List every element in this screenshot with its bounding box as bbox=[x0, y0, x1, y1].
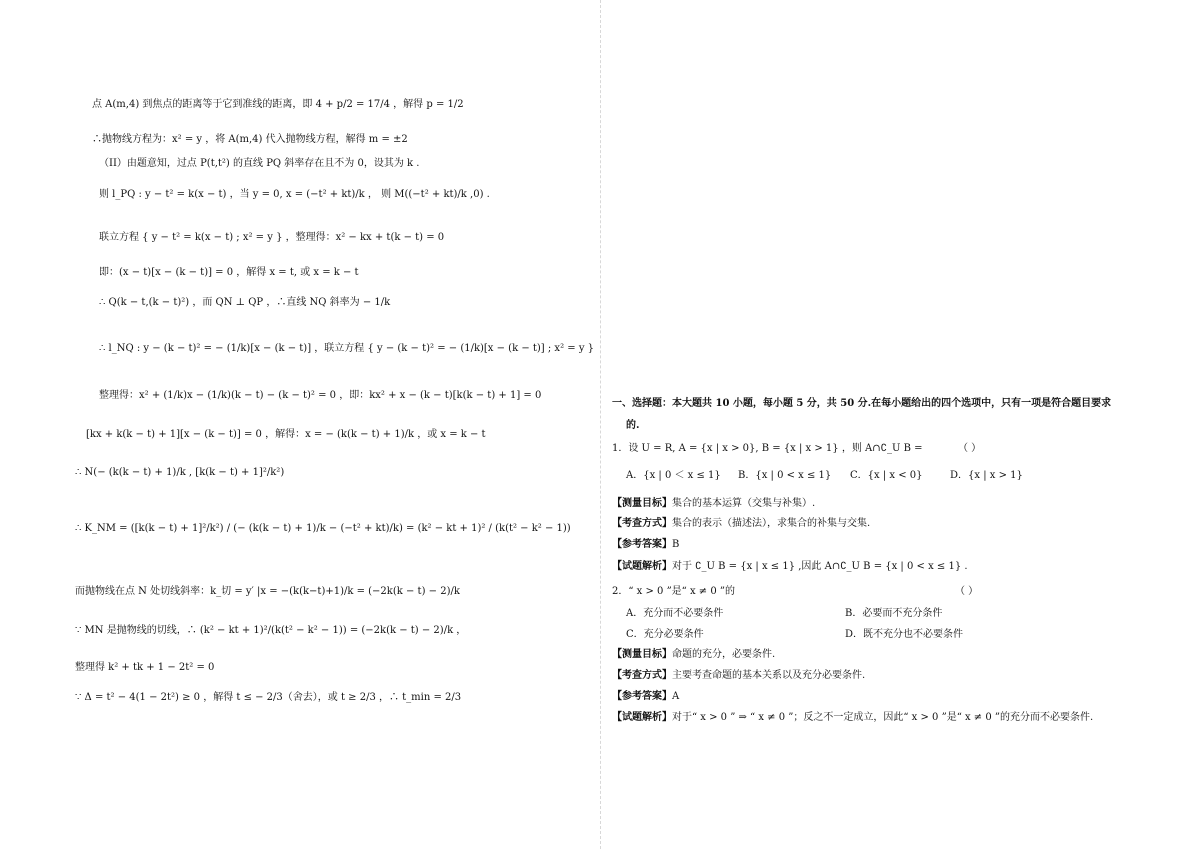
section-header-cont: 的. bbox=[626, 420, 640, 431]
q1-target-tag: 【测量目标】 bbox=[612, 498, 672, 509]
q1-method-tag: 【考查方式】 bbox=[612, 518, 672, 529]
q1-answer-row bbox=[612, 538, 679, 552]
q2-option-a: A．充分而不必要条件 bbox=[626, 608, 724, 619]
q1-target: 集合的基本运算（交集与补集）. bbox=[672, 498, 816, 509]
q2-analysis-row bbox=[612, 711, 1093, 725]
q1-method-row bbox=[612, 517, 870, 531]
q1-answer-tag: 【参考答案】 bbox=[612, 539, 672, 550]
q2-option-b: B．必要而不充分条件 bbox=[845, 608, 943, 619]
section-header: 一、选择题：本大题共 10 小题，每小题 5 分，共 50 分.在每小题给出的四个选项中，只有一项是符合题目要求 bbox=[612, 398, 1112, 409]
solution-line-3: （II）由题意知，过点 P(t,t²) 的直线 PQ 斜率存在且不为 0，设其为 k . bbox=[99, 158, 420, 169]
q1-method: 集合的表示（描述法），求集合的补集与交集. bbox=[672, 518, 871, 529]
solution-line-13: 而抛物线在点 N 处切线斜率：k_切 = y′ |x = −(k(k−t)+1)/k = (−2k(k − t) − 2)/k bbox=[75, 586, 460, 597]
solution-line-16: ∵ Δ = t² − 4(1 − 2t²) ≥ 0 ，解得 t ≤ − 2/3（舍去），或 t ≥ 2/3 ，∴ t_min = 2/3 bbox=[75, 692, 462, 703]
solution-line-15: 整理得 k² + tk + 1 − 2t² = 0 bbox=[75, 662, 215, 673]
q1-analysis-tag: 【试题解析】 bbox=[612, 561, 672, 572]
solution-line-4: 则 l_PQ : y − t² = k(x − t) ，当 y = 0, x = (−t² + kt)/k ， 则 M((−t² + kt)/k ,0) . bbox=[99, 189, 490, 200]
q1-option-b: B．{x | 0 < x ≤ 1} bbox=[738, 470, 832, 481]
q2-analysis: 对于“ x > 0 ” ⇒ “ x ≠ 0 ”；反之不一定成立，因此“ x > 0 ”是“ x ≠ 0 ”的充分而不必要条件. bbox=[672, 712, 1094, 723]
q2-target: 命题的充分，必要条件. bbox=[672, 649, 776, 660]
q2-target-row bbox=[612, 648, 775, 662]
q2-answer: A bbox=[672, 691, 680, 702]
solution-line-6: 即：(x − t)[x − (k − t)] = 0 ，解得 x = t, 或 x = k − t bbox=[99, 267, 359, 278]
solution-line-9: 整理得：x² + (1/k)x − (1/k)(k − t) − (k − t)² = 0 ，即：kx² + x − (k − t)[k(k − t) + 1] = 0 bbox=[99, 390, 542, 401]
page-fold-divider bbox=[600, 0, 601, 849]
solution-line-1: 点 A(m,4) 到焦点的距离等于它到准线的距离，即 4 + p/2 = 17/4 ，解得 p = 1/2 bbox=[92, 99, 464, 110]
q2-target-tag: 【测量目标】 bbox=[612, 649, 672, 660]
q1-answer: B bbox=[672, 539, 680, 550]
q2-answer-paren: （ ） bbox=[955, 586, 979, 597]
q2-method: 主要考查命题的基本关系以及充分必要条件. bbox=[672, 670, 866, 681]
solution-line-2: ∴抛物线方程为：x² = y ，将 A(m,4) 代入抛物线方程，解得 m = ±2 bbox=[92, 134, 408, 145]
solution-line-5: 联立方程 { y − t² = k(x − t) ; x² = y } ，整理得：x² − kx + t(k − t) = 0 bbox=[99, 232, 445, 243]
q1-answer-paren: （ ） bbox=[958, 443, 982, 454]
q1-stem: 1．设 U = R, A = {x | x > 0}, B = {x | x > 1} ，则 A∩∁_U B = bbox=[612, 443, 923, 454]
q1-option-a: A．{x | 0 ＜ x ≤ 1} bbox=[626, 470, 721, 481]
solution-line-10: [kx + k(k − t) + 1][x − (k − t)] = 0 ，解得：x = − (k(k − t) + 1)/k ，或 x = k − t bbox=[86, 429, 486, 440]
q2-method-tag: 【考查方式】 bbox=[612, 670, 672, 681]
solution-line-8: ∴ l_NQ : y − (k − t)² = − (1/k)[x − (k − t)] ，联立方程 { y − (k − t)² = − (1/k)[x − (k − t)] ; x² = y } bbox=[99, 343, 595, 354]
q2-method-row bbox=[612, 669, 865, 683]
q2-answer-tag: 【参考答案】 bbox=[612, 691, 672, 702]
solution-line-11: ∴ N(− (k(k − t) + 1)/k , [k(k − t) + 1]²/k²) bbox=[75, 467, 285, 478]
q2-stem: 2．“ x > 0 ”是“ x ≠ 0 ”的 bbox=[612, 586, 736, 597]
q2-option-d: D．既不充分也不必要条件 bbox=[845, 629, 964, 640]
q1-option-d: D．{x | x > 1} bbox=[950, 470, 1023, 481]
q2-analysis-tag: 【试题解析】 bbox=[612, 712, 672, 723]
q1-analysis: 对于 ∁_U B = {x | x ≤ 1} ,因此 A∩∁_U B = {x | 0 < x ≤ 1} . bbox=[672, 561, 968, 572]
q2-answer-row bbox=[612, 690, 679, 704]
q2-option-c: C．充分必要条件 bbox=[626, 629, 704, 640]
q1-option-c: C．{x | x < 0} bbox=[850, 470, 923, 481]
solution-line-7: ∴ Q(k − t,(k − t)²) ，而 QN ⊥ QP ，∴直线 NQ 斜率为 − 1/k bbox=[99, 297, 391, 308]
q1-target-row bbox=[612, 497, 815, 511]
q1-analysis-row bbox=[612, 560, 968, 574]
solution-line-12: ∴ K_NM = ([k(k − t) + 1]²/k²) / (− (k(k − t) + 1)/k − (−t² + kt)/k) = (k² − kt + 1)² / (k(t² − k² − 1)) bbox=[75, 523, 571, 534]
solution-line-14: ∵ MN 是抛物线的切线，∴ (k² − kt + 1)²/(k(t² − k² − 1)) = (−2k(k − t) − 2)/k ， bbox=[75, 625, 467, 636]
